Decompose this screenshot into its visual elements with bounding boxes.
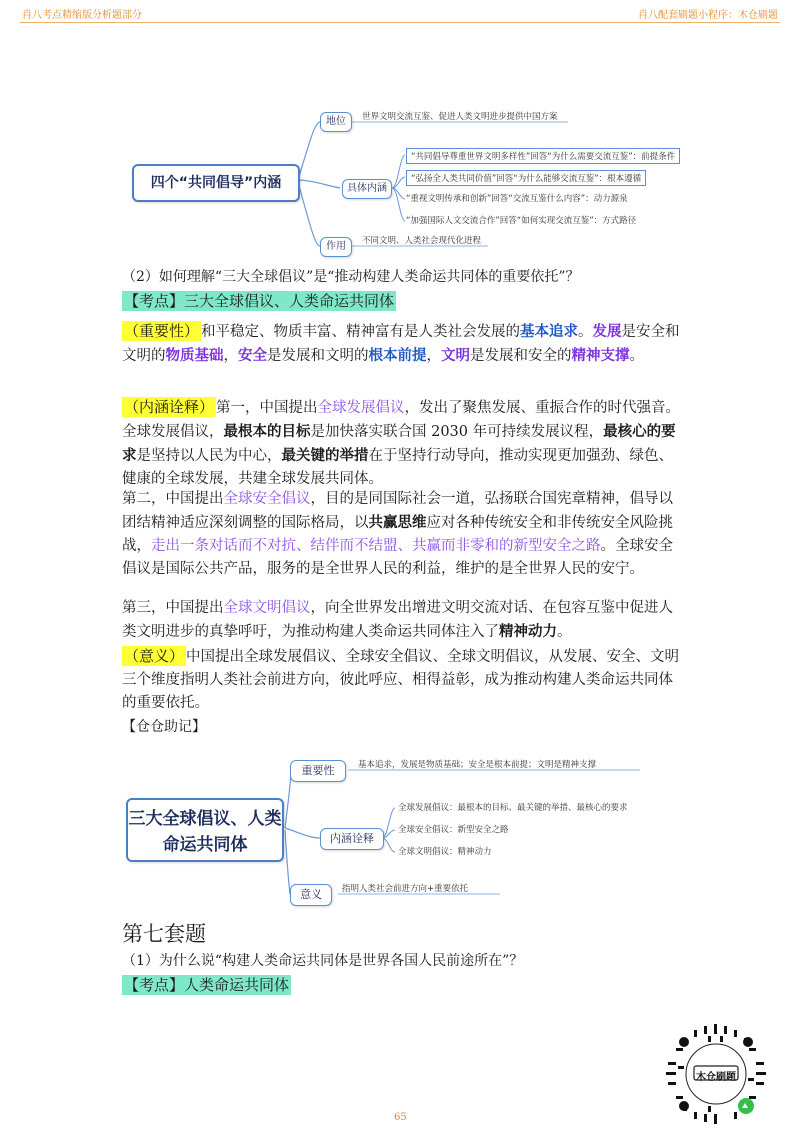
mindmap1-leaf-content-4: “加强国际人文交流合作”回答“如何实现交流互鉴”：方式路径	[406, 216, 637, 226]
mindmap2-branch-meaning: 意义	[290, 884, 332, 906]
header-left: 肖八考点精缩版分析题部分	[22, 10, 142, 21]
paragraph-meaning: （意义） 中国提出全球发展倡议、全球安全倡议、全球文明倡议，从发展、安全、文明三个维度指明人类社会前进方向，彼此呼应、相得益彰，成为推动构建人类命运共同体的重要依托。	[122, 647, 680, 711]
kaodian-1	[122, 974, 291, 995]
mindmap2-root: 三大全球倡议、人类命运共同体	[126, 798, 284, 862]
mindmap1-branch-content: 具体内涵	[342, 179, 392, 199]
mindmap2-leaf-interpretation-3: 全球文明倡议：精神动力	[398, 847, 492, 857]
memo-label: 【仓仓助记】	[122, 719, 206, 735]
question-2: （2）如何理解“三大全球倡议”是“推动构建人类命运共同体的重要依托”？	[122, 269, 580, 285]
kaodian-2-label: 【考点】三大全球倡议、人类命运共同体	[124, 292, 395, 310]
mindmap1-leaf-position: 世界文明交流互鉴、促进人类文明进步提供中国方案	[362, 112, 558, 122]
mindmap1-leaf-content-2: “弘扬全人类共同价值”回答“为什么能够交流互鉴”：根本遵循	[406, 170, 646, 186]
mindmap2-branch-interpretation: 内涵诠释	[320, 828, 384, 850]
paragraph-second: 第二，中国提出全球安全倡议，目的是同国际社会一道，弘扬联合国宪章精神，倡导以团结精神适应深刻调整的国际格局，以共赢思维应对各种传统安全和非传统安全风险挑战，走出一条对话而不对抗、结伴而不结盟、共赢而非零和的新型安全之路。全球安全倡议是国际公共产品，服务的是全世界人民的利益，维护的是全世界人民的安宁。	[122, 491, 673, 577]
mindmap1-leaf-content-1: “共同倡导尊重世界文明多样性”回答“为什么需要交流互鉴”：前提条件	[406, 148, 680, 164]
tag-meaning: （意义）	[124, 647, 185, 665]
mindmap-four-advocacies	[120, 100, 680, 260]
mindmap2-leaf-interpretation-2: 全球安全倡议：新型安全之路	[398, 825, 509, 835]
kaodian-2	[122, 290, 396, 311]
mindmap1-root: 四个“共同倡导”内涵	[132, 164, 300, 202]
mindmap2-branch-importance: 重要性	[290, 760, 346, 782]
paragraph-importance: （重要性） 和平稳定、物质丰富、精神富有是人类社会发展的基本追求。发展是安全和文明的物质基础，安全是发展和文明的根本前提，文明是发展和安全的精神支撑。	[122, 322, 680, 364]
qr-brand-text: 木仓刷题	[696, 1072, 736, 1083]
mindmap2-leaf-interpretation-1: 全球发展倡议：最根本的目标、最关键的举措、最核心的要求	[398, 803, 628, 813]
kaodian-1-label: 【考点】人类命运共同体	[124, 976, 290, 994]
question-1: （1）为什么说“构建人类命运共同体是世界各国人民前途所在”？	[122, 953, 524, 969]
mini-program-code[interactable]	[664, 1022, 768, 1126]
mindmap1-branch-position: 地位	[320, 112, 352, 132]
mindmap2-leaf-meaning: 指明人类社会前进方向+重要依托	[342, 884, 469, 894]
section-title: 第七套题	[122, 922, 206, 946]
mindmap1-leaf-role: 不同文明、人类社会现代化进程	[362, 236, 482, 246]
mindmap1-leaf-content-3: “重视文明传承和创新”回答“交流互鉴什么内容”：动力源泉	[406, 194, 628, 204]
mindmap1-branch-role: 作用	[320, 237, 352, 257]
tag-importance: （重要性）	[124, 322, 200, 340]
paragraph-third: 第三，中国提出全球文明倡议，向全世界发出增进文明交流对话、在包容互鉴中促进人类文明进步的真挚呼吁，为推动构建人类命运共同体注入了精神动力。	[122, 600, 673, 640]
header-right: 肖八配套刷题小程序：木仓刷题	[638, 10, 778, 21]
page-number: 65	[394, 1112, 407, 1123]
tag-interpretation: （内涵诠释）	[124, 398, 215, 416]
paragraph-interpretation: （内涵诠释） 第一，中国提出全球发展倡议，发出了聚焦发展、重振合作的时代强音。全球发展倡议，最根本的目标是加快落实联合国 2030 年可持续发展议程，最核心的要求是坚持以人民为中心，最关键的举措在于坚持行动导向，推动实现更加强劲、绿色、健康的全球发展，共建全球发展共同体。	[122, 398, 681, 487]
mindmap2-leaf-importance: 基本追求，发展是物质基础；安全是根本前提；文明是精神支撑	[358, 760, 597, 770]
mindmap-three-initiatives	[120, 748, 680, 908]
header-divider	[20, 22, 780, 23]
